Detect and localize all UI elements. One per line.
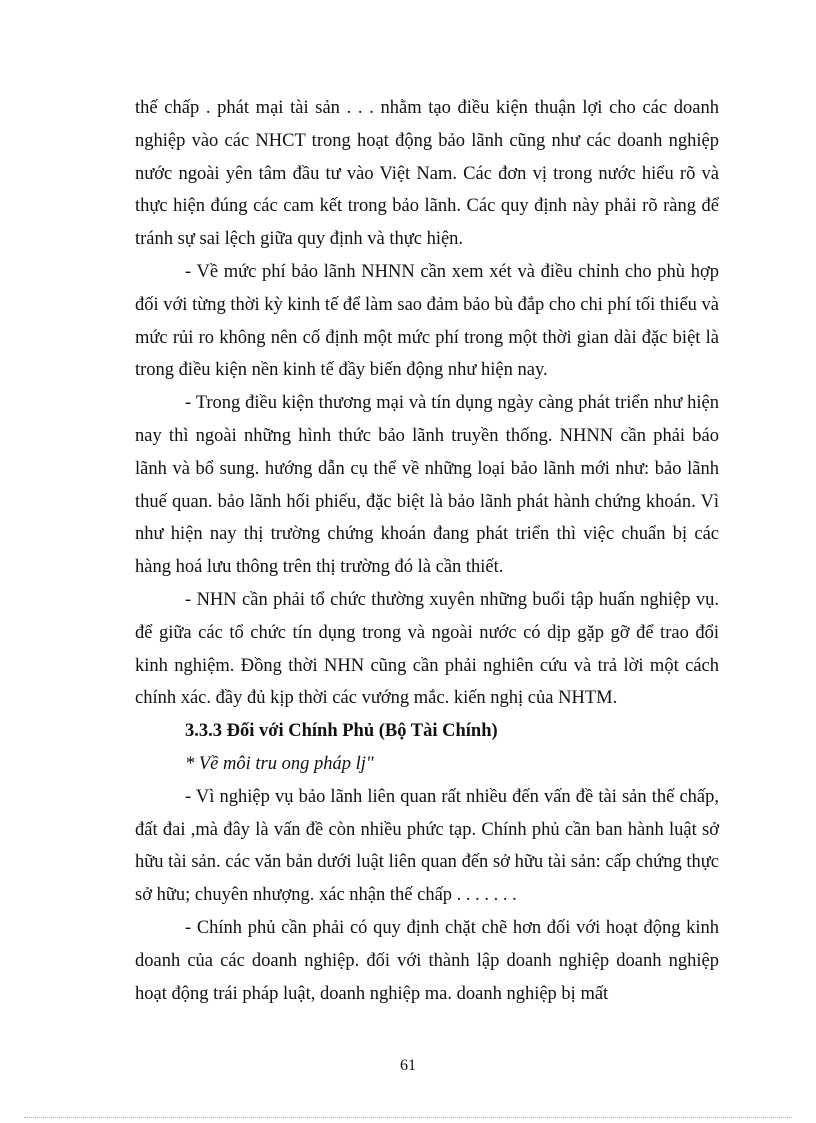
page-number: 61 bbox=[400, 1057, 416, 1074]
section-subheading: * Về môi tru ong pháp lj" bbox=[185, 753, 374, 774]
page-body bbox=[135, 92, 719, 1010]
paragraph-new-guarantee-types: - Trong điều kiện thương mại và tín dụng ngày càng phát triển như hiện nay thì ngoài những hình thức bảo lãnh truyền thống. NHNN cần phải báo lãnh và bổ sung. hướng dẫn cụ thể về những loại bảo lãnh mới như: bảo lãnh thuế quan. bảo lãnh hối phiếu, đặc biệt là bảo lãnh phát hành chứng khoán. Vì như hiện nay thị trường chứng khoán đang phát triển thì việc chuẩn bị các hàng hoá lưu thông trên thị trường đó là cần thiết. bbox=[135, 393, 719, 578]
paragraph-business-regulation: - Chính phủ cần phải có quy định chặt chẽ hơn đối với hoạt động kinh doanh của các doanh nghiệp. đối với thành lập doanh nghiệp doanh nghiệp hoạt động trái pháp luật, doanh nghiệp ma. doanh nghiệp bị mất bbox=[135, 917, 719, 1004]
paragraph-property-law: - Vì nghiệp vụ bảo lãnh liên quan rất nhiều đến vấn đề tài sản thế chấp, đất đai ,mà đây là vấn đề còn nhiều phức tạp. Chính phủ cần ban hành luật sở hữu tài sản. các văn bản dưới luật liên quan đến sở hữu tài sản: cấp chứng thực sở hữu; chuyên nhượng. xác nhận thế chấp . . . . . . . bbox=[135, 786, 719, 906]
paragraph-fee: - Về mức phí bảo lãnh NHNN cần xem xét và điều chỉnh cho phù hợp đối với từng thời kỳ kinh tế để làm sao đảm bảo bù đắp cho chi phí tối thiểu và mức rủi ro không nên cố định một mức phí trong một thời gian dài đặc biệt là trong điều kiện nền kinh tế đầy biến động như hiện nay. bbox=[135, 261, 719, 381]
page-bottom-divider bbox=[24, 1117, 792, 1118]
paragraph-continuation: thế chấp . phát mại tài sản . . . nhằm tạo điều kiện thuận lợi cho các doanh nghiệp vào các NHCT trong hoạt động bảo lãnh cũng như các doanh nghiệp nước ngoài yên tâm đầu tư vào Việt Nam. Các đơn vị trong nước hiểu rõ và thực hiện đúng các cam kết trong bảo lãnh. Các quy định này phải rõ ràng để tránh sự sai lệch giữa quy định và thực hiện. bbox=[135, 98, 719, 250]
section-heading: 3.3.3 Đối với Chính Phủ (Bộ Tài Chính) bbox=[185, 721, 498, 742]
paragraph-training: - NHN cần phải tổ chức thường xuyên những buổi tập huấn nghiệp vụ. để giữa các tổ chức tín dụng trong và ngoài nước có dịp gặp gỡ để trao đổi kinh nghiệm. Đồng thời NHN cũng cần phải nghiên cứu và trả lời một cách chính xác. đầy đủ kịp thời các vướng mắc. kiến nghị của NHTM. bbox=[135, 589, 719, 709]
